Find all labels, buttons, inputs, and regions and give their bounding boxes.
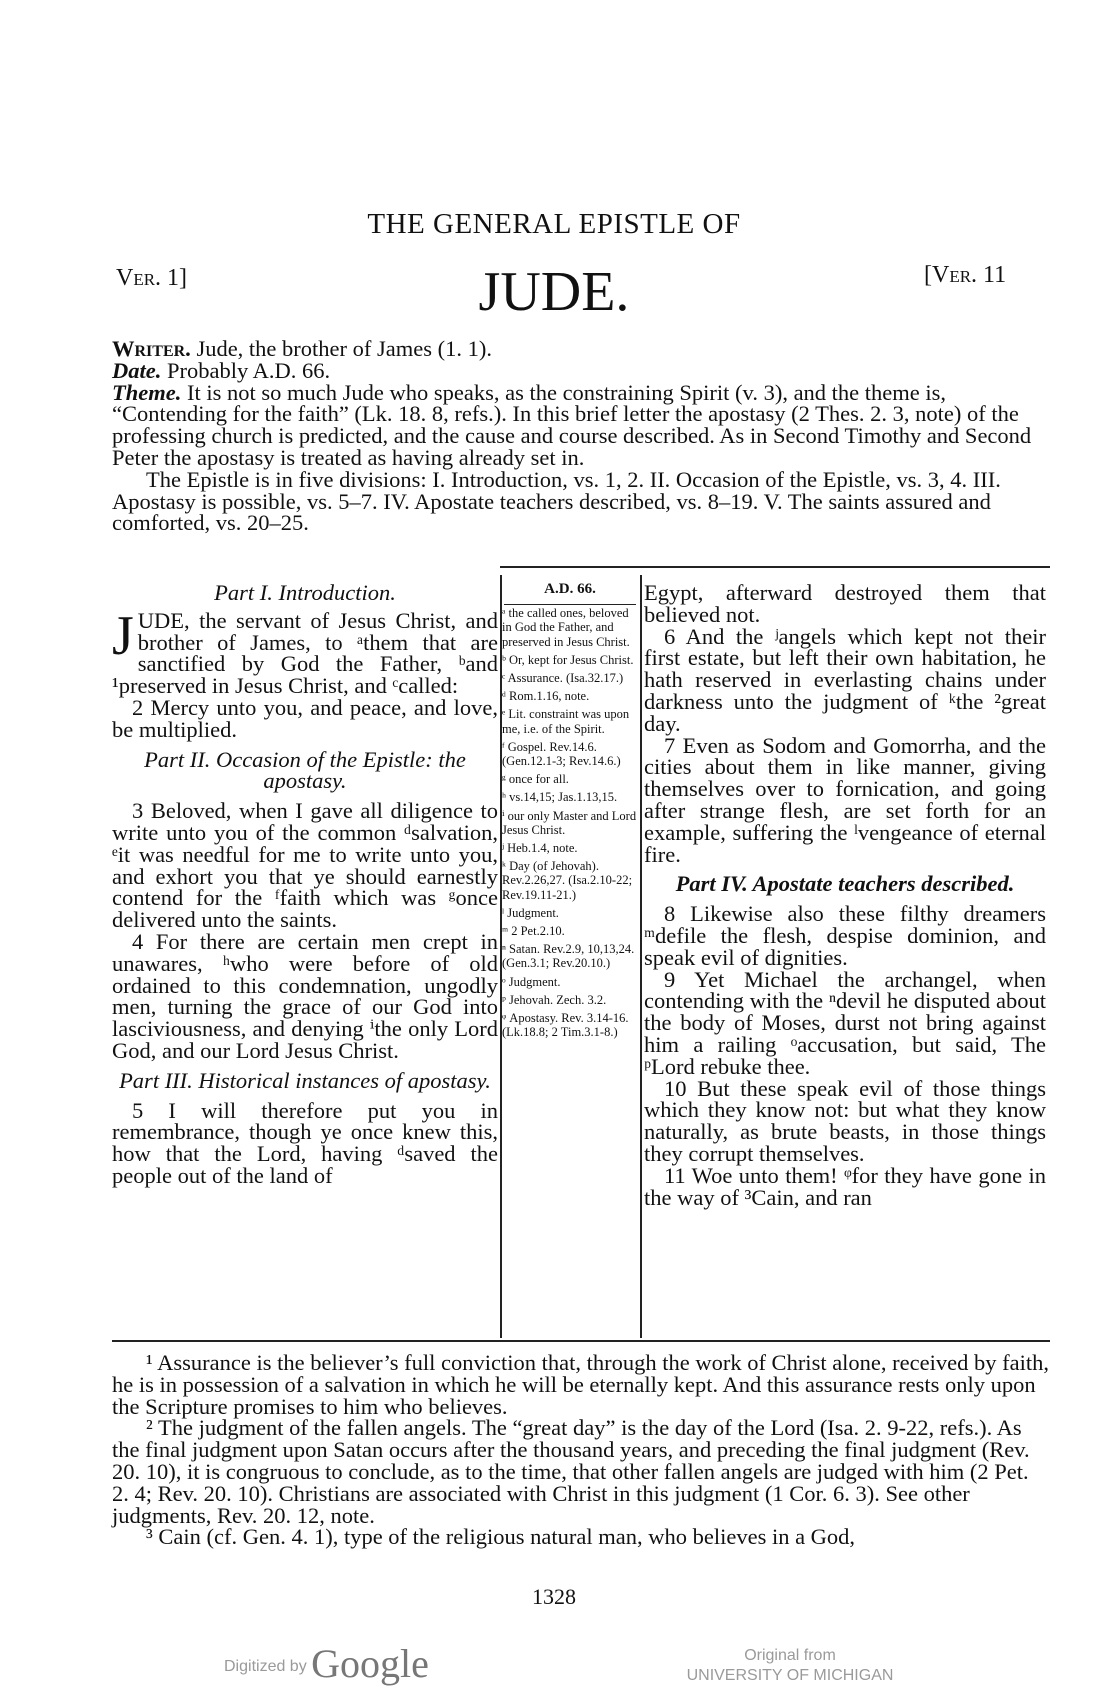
marginal-reference: ᶜ Assurance. (Isa.32.17.) <box>502 671 624 686</box>
marginal-reference: ᵐ 2 Pet.2.10. <box>502 924 565 939</box>
digitized-by-text: Digitized by <box>224 1658 307 1675</box>
verse-8: 8 Likewise also these filthy dreamers ᵐdefile the flesh, despise dominion, and speak evil of dignities. <box>644 901 1046 970</box>
original-from-line: Original from <box>744 1647 836 1664</box>
marginal-reference: ᵃ the called ones, beloved in God the Father, and preserved in Jesus Christ. <box>502 606 630 649</box>
marginal-reference: ᶠ Gospel. Rev.14.6. (Gen.12.1-3; Rev.14.6.) <box>502 739 621 769</box>
divisions-paragraph: The Epistle is in five divisions: I. Introduction, vs. 1, 2. II. Occasion of the Epistle, vs. 3, 4. III. Apostasy is possible, vs. 5–7. IV. Apostate teachers described, vs. 8–19. V. The saints assured and comforted, vs. 20–25. <box>112 466 1001 536</box>
verse-11: 11 Woe unto them! ᵠfor they have gone in the way of ³Cain, and ran <box>644 1162 1046 1210</box>
verse-10: 10 But these speak evil of those things which they know not: but what they know naturally, as brute beasts, in those things they corrupt themselves. <box>644 1075 1046 1166</box>
drop-cap: J <box>112 604 134 667</box>
google-logo: Google <box>311 1641 429 1686</box>
theme-text: It is not so much Jude who speaks, as the constraining Spirit (v. 3), and the theme is, “Contending for the faith” (Lk. 18. 8, refs.). In this brief letter the apostasy (2 Thes. 2. 3, note) of the professing church is predicted, and the cause and course described. As in Second Timothy and Second Peter the apostasy is treated as having already set in. <box>112 379 1032 470</box>
writer-line <box>112 338 1050 360</box>
marginal-reference: ᵠ Apostasy. Rev. 3.14-16. (Lk.18.8; 2 Tim.3.1-8.) <box>502 1011 629 1040</box>
marginal-reference: ᵍ once for all. <box>502 772 569 787</box>
marginal-reference: ᵒ Judgment. <box>502 974 561 989</box>
page-number: 1328 <box>532 1584 576 1609</box>
scripture-column-right <box>644 582 1046 1208</box>
theme-label: Theme. <box>112 379 182 405</box>
verse-5: 5 I will therefore put you in remembrance, though ye once knew this, how that the Lord, having ᵈsaved the people out of the land of <box>112 1097 498 1188</box>
footnote-1: ¹ Assurance is the believer’s full conviction that, through the work of Christ alone, received by faith, he is in possession of a salvation in which he will be eternally kept. And this assurance rests only upon the Scripture promises to him who believes. <box>112 1350 1049 1419</box>
writer-label: Writer. <box>112 336 191 361</box>
date-label: Date. <box>112 357 162 383</box>
verse-5-continued: Egypt, afterward destroyed them that believed not. <box>644 580 1046 627</box>
theme-paragraph <box>112 379 1050 470</box>
verse-9: 9 Yet Michael the archangel, when contending with the ⁿdevil he disputed about the body of Moses, durst not bring against him a railing ᵒaccusation, but said, The ᵖLord rebuke thee. <box>644 966 1046 1079</box>
footnote-3: ³ Cain (cf. Gen. 4. 1), type of the religious natural man, who believes in a God, <box>146 1524 856 1550</box>
verse-7: 7 Even as Sodom and Gomorrha, and the cities about them in like manner, giving themselves over to fornication, and going after strange flesh, are set forth for an example, suffering the ˡvengeance of eternal fire. <box>644 732 1046 867</box>
verse-6: 6 And the ʲangels which kept not their first estate, but left their own habitation, he hath reserved in everlasting chains under darkness unto the judgment of ᵏthe ²great day. <box>644 623 1046 736</box>
book-title: JUDE. <box>478 261 630 323</box>
scripture-column-left <box>112 582 498 1187</box>
marginal-reference: ⁿ Satan. Rev.2.9, 10,13,24. (Gen.3.1; Rev.20.10.) <box>502 942 635 971</box>
verse-1 <box>112 604 498 699</box>
reference-date: A.D. 66. <box>544 581 596 597</box>
part2-heading: Part II. Occasion of the Epistle: the apostasy. <box>144 746 466 794</box>
marginal-reference: ᵖ Jehovah. Zech. 3.2. <box>502 992 607 1007</box>
marginal-reference: ˡ Judgment. <box>502 905 559 920</box>
verse-4: 4 For there are certain men crept in unawares, ʰwho were before of old ordained to this condemnation, ungodly men, turning the grace of our God into lasciviousness, and denying ⁱthe only Lord God, and our Lord Jesus Christ. <box>112 928 498 1063</box>
marginal-reference: ᵉ Lit. constraint was upon me, i.e. of the Spirit. <box>502 707 630 736</box>
date-line <box>112 357 1050 383</box>
university-line: UNIVERSITY OF MICHIGAN <box>686 1667 894 1684</box>
marginal-reference: ᵈ Rom.1.16, note. <box>502 689 590 704</box>
footnote-2: ² The judgment of the fallen angels. The “great day” is the day of the Lord (Isa. 2. 9-22, refs.). As the final judgment upon Satan occurs after the thousand years, and preceding the final judgment (Rev. 20. 10), it is congruous to conclude, as to the time, that other fallen angels are judged with him (2 Pet. 2. 4; Rev. 20. 10). Christians are associated with Christ in this judgment (1 Cor. 6. 3). See other judgments, Rev. 20. 12, note. <box>112 1415 1030 1528</box>
marginal-reference: ⁱ our only Master and Lord Jesus Christ. <box>502 808 637 837</box>
column-rule-right <box>640 575 642 1338</box>
marginal-reference: ʲ Heb.1.4, note. <box>502 841 578 856</box>
running-title: THE GENERAL EPISTLE OF <box>367 208 741 240</box>
reference-list <box>502 606 638 1039</box>
verse-range-left: Ver. 1] <box>116 265 188 291</box>
book-introduction <box>112 338 1050 534</box>
verse-1-text: UDE, the servant of Jesus Christ, and brother of James, to ᵃthem that are sanctified by God the Father, ᵇand ¹preserved in Jesus Christ, and ᶜcalled: <box>112 607 498 699</box>
marginal-reference: ᵇ Or, kept for Jesus Christ. <box>502 652 634 667</box>
writer-text: Jude, the brother of James (1. 1). <box>190 336 492 361</box>
date-text: Probably A.D. 66. <box>161 357 331 383</box>
reference-column <box>502 582 638 1043</box>
footnotes <box>112 1352 1050 1548</box>
verse-3: 3 Beloved, when I gave all diligence to write unto you of the common ᵈsalvation, ᵉit was needful for me to write unto you, and exhort you that ye should earnestly contend for the ᶠfaith which was ᵍonce delivered unto the saints. <box>112 798 498 933</box>
part4-heading: Part IV. Apostate teachers described. <box>675 871 1015 897</box>
digitized-by-watermark <box>224 1640 429 1687</box>
part3-heading: Part III. Historical instances of apostasy. <box>119 1067 491 1093</box>
verse-2: 2 Mercy unto you, and peace, and love, be multiplied. <box>112 694 498 742</box>
intro-divider <box>500 566 1050 568</box>
verse-range-right: [Ver. 11 <box>924 262 1007 288</box>
marginal-reference: ᵏ Day (of Jehovah). Rev.2.26,27. (Isa.2.10-22; Rev.19.11-21.) <box>502 859 633 902</box>
part1-heading: Part I. Introduction. <box>214 580 396 605</box>
footnote-divider <box>112 1340 1050 1342</box>
original-from-watermark <box>670 1646 910 1686</box>
marginal-reference: ʰ vs.14,15; Jas.1.13,15. <box>502 790 618 805</box>
